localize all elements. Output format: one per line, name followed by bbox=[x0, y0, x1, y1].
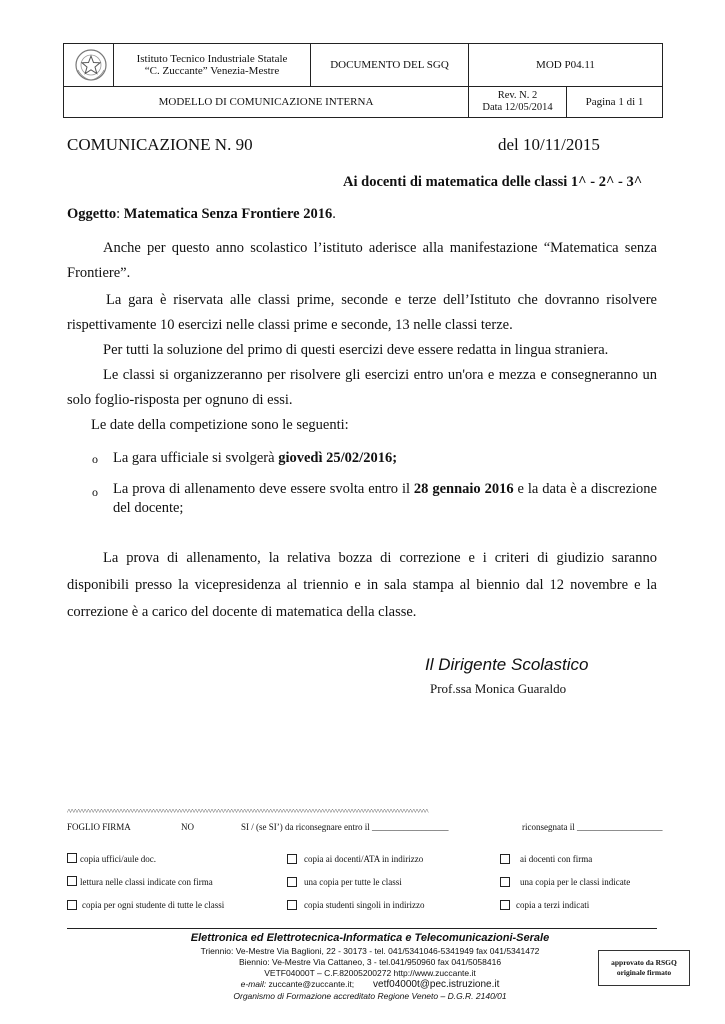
bullet-1-text bbox=[113, 447, 653, 469]
option-copia-docenti-ata: copia ai docenti/ATA in indirizzo bbox=[304, 854, 424, 864]
paragraph-3: Per tutti la soluzione del primo di questi esercizi deve essere redatta in lingua straniera. bbox=[103, 342, 609, 358]
footer-email-line bbox=[150, 979, 590, 990]
footer-biennio: Biennio: Ve-Mestre Via Cattaneo, 3 - tel.041/950960 fax 041/5058416 bbox=[238, 957, 502, 967]
communication-date: del 10/11/2015 bbox=[498, 135, 600, 154]
signature-title: Il Dirigente Scolastico bbox=[425, 655, 589, 674]
checkbox-copia-studenti-singoli[interactable] bbox=[287, 900, 297, 910]
bullet-2-post: e la data è a discrezione del docente; bbox=[113, 481, 657, 516]
subject-text: Matematica Senza Frontiere 2016 bbox=[123, 206, 333, 222]
page-number: Pagina 1 di 1 bbox=[585, 96, 644, 108]
option-copia-classi-indicate: una copia per le classi indicate bbox=[520, 877, 631, 887]
model-title: MODELLO DI COMUNICAZIONE INTERNA bbox=[158, 96, 374, 108]
institute-line1: Istituto Tecnico Industriale Statale bbox=[136, 53, 288, 65]
divider-zigzag: ^^^^^^^^^^^^^^^^^^^^^^^^^^^^^^^^^^^^^^^^^^^^^^^^^^^^^^^^^^^^^^^^^^^^^^^^^^^^^^^^^^^^^^^^^^^^^^^^^^^^^^^^^^^^^^^ bbox=[67, 809, 429, 815]
paragraph-2: La gara è riservata alle classi prime, seconde e terze dell’Istituto che dovranno risolvere rispettivamente 10 esercizi nelle classi prime e seconde, 13 nelle classi terze. bbox=[67, 292, 657, 333]
revision-number: Rev. N. 2 bbox=[497, 90, 538, 101]
checkbox-copia-terzi[interactable] bbox=[500, 900, 510, 910]
bullet-2-date: 28 gennaio 2016 bbox=[413, 481, 514, 497]
institute-name bbox=[114, 44, 310, 86]
footer-email[interactable]: zuccante@zuccante.it; bbox=[266, 979, 355, 989]
checkbox-copia-ogni-studente[interactable] bbox=[67, 900, 77, 910]
subject-line bbox=[67, 203, 336, 225]
footer-school-branches: Elettronica ed Elettrotecnica-Informatica e Telecomunicazioni-Serale bbox=[190, 932, 550, 944]
sign-sheet-no[interactable]: NO bbox=[181, 822, 194, 832]
bullet-2-pre: La prova di allenamento deve essere svolta entro il bbox=[113, 481, 414, 497]
revision-info bbox=[469, 87, 566, 117]
footer-pec[interactable]: vetf04000t@pec.istruzione.it bbox=[373, 979, 500, 990]
approval-stamp bbox=[598, 950, 690, 986]
option-copia-ogni-studente: copia per ogni studente di tutte le classi bbox=[82, 900, 225, 910]
footer-codes: VETF04000T – C.F.82005200272 http://www.zuccante.it bbox=[264, 968, 476, 978]
doc-type: DOCUMENTO DEL SGQ bbox=[330, 59, 449, 71]
signature-name: Prof.ssa Monica Guaraldo bbox=[430, 681, 567, 696]
revision-date: Data 12/05/2014 bbox=[482, 102, 553, 113]
footer-triennio: Triennio: Ve-Mestre Via Baglioni, 22 - 30173 - tel. 041/5341046-5341949 fax 041/5341472 bbox=[200, 946, 540, 956]
subject-separator: : bbox=[116, 206, 124, 222]
checkbox-lettura-classi[interactable] bbox=[67, 876, 77, 886]
sign-sheet-si[interactable]: SI / (se SI’) da riconsegnare entro il _________________ bbox=[241, 822, 449, 832]
bullet-1-pre: La gara ufficiale si svolgerà bbox=[113, 450, 279, 466]
recipients: Ai docenti di matematica delle classi 1^ - 2^ - 3^ bbox=[343, 174, 643, 190]
approval-stamp-line1: approvato da RSGQ bbox=[611, 958, 677, 967]
footer-email-label: e-mail: bbox=[240, 979, 267, 989]
sign-sheet-label: FOGLIO FIRMA bbox=[67, 822, 131, 832]
checkbox-copia-tutte-classi[interactable] bbox=[287, 877, 297, 887]
bullet-2-marker: o bbox=[92, 485, 98, 499]
option-docenti-con-firma: ai docenti con firma bbox=[520, 854, 593, 864]
approval-stamp-line2: originale firmato bbox=[616, 968, 672, 977]
option-lettura-classi: lettura nelle classi indicate con firma bbox=[80, 877, 213, 887]
footer-divider bbox=[67, 928, 657, 929]
checkbox-copia-classi-indicate[interactable] bbox=[500, 877, 510, 887]
checkbox-copia-docenti-ata[interactable] bbox=[287, 854, 297, 864]
option-copia-tutte-classi: una copia per tutte le classi bbox=[304, 877, 402, 887]
subject-label: Oggetto bbox=[67, 206, 117, 222]
option-copia-uffici: copia uffici/aule doc. bbox=[80, 854, 157, 864]
communication-number: COMUNICAZIONE N. 90 bbox=[67, 135, 253, 154]
checkbox-copia-uffici[interactable] bbox=[67, 853, 77, 863]
header-table bbox=[63, 43, 663, 118]
paragraph-1: Anche per questo anno scolastico l’istituto aderisce alla manifestazione “Matematica senza Frontiere”. bbox=[67, 240, 657, 281]
option-copia-studenti-singoli: copia studenti singoli in indirizzo bbox=[304, 900, 425, 910]
republic-emblem-icon bbox=[68, 48, 114, 82]
institute-line2: “C. Zuccante” Venezia-Mestre bbox=[144, 65, 280, 77]
paragraph-5: Le date della competizione sono le seguenti: bbox=[91, 417, 349, 433]
paragraph-6: La prova di allenamento, la relativa bozza di correzione e i criteri di giudizio saranno disponibili presso la vicepresidenza al triennio e in sala stampa al biennio dal 12 novembre e la correzione è a carico del docente di matematica della classe. bbox=[67, 550, 657, 620]
bullet-2-text bbox=[113, 480, 657, 518]
option-copia-terzi: copia a terzi indicati bbox=[516, 900, 590, 910]
bullet-1-date: giovedì 25/02/2016; bbox=[278, 450, 398, 466]
mod-code: MOD P04.11 bbox=[536, 59, 595, 71]
paragraph-4: Le classi si organizzeranno per risolvere gli esercizi entro un'ora e mezza e consegneranno un solo foglio-risposta per ognuno di essi. bbox=[67, 367, 657, 408]
subject-end: . bbox=[332, 206, 336, 222]
checkbox-docenti-con-firma[interactable] bbox=[500, 854, 510, 864]
bullet-1-marker: o bbox=[92, 452, 98, 466]
sign-sheet-returned[interactable]: riconsegnata il ___________________ bbox=[522, 822, 663, 832]
footer-accreditation: Organismo di Formazione accreditato Regione Veneto – D.G.R. 2140/01 bbox=[233, 991, 507, 1001]
